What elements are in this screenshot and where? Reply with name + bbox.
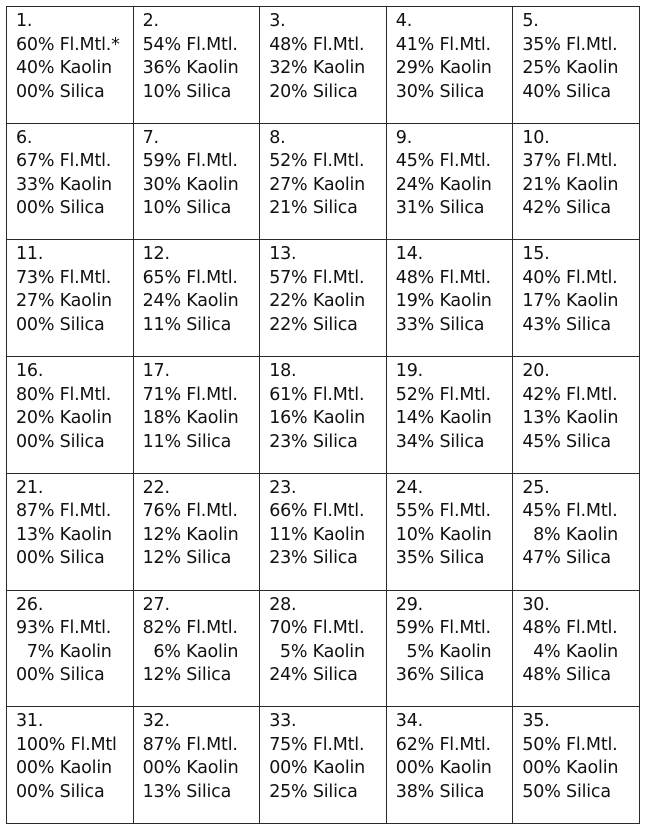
kaolin-percent: 40% Kaolin xyxy=(16,58,112,78)
flux-material-percent: 48% Fl.Mtl. xyxy=(269,34,365,55)
cell-number: 35. xyxy=(522,711,550,732)
blend-cell xyxy=(513,473,640,590)
grid-row xyxy=(7,590,640,707)
kaolin-percent: 20% Kaolin xyxy=(16,408,112,429)
blend-cell xyxy=(513,707,640,824)
silica-percent: 00% Silica xyxy=(16,431,105,452)
silica-percent: 11% Silica xyxy=(142,431,232,452)
kaolin-percent: 24% Kaolin xyxy=(395,174,492,195)
silica-percent: 47% Silica xyxy=(522,548,611,569)
kaolin-percent: 10% Kaolin xyxy=(395,524,492,545)
blend-cell xyxy=(133,707,260,824)
blend-cell xyxy=(7,473,134,590)
kaolin-percent: 13% Kaolin xyxy=(16,524,112,545)
cell-number: 4. xyxy=(395,11,413,31)
flux-material-percent: 76% Fl.Mtl. xyxy=(142,501,238,522)
silica-percent: 50% Silica xyxy=(522,781,611,802)
cell-number: 1. xyxy=(16,11,33,31)
cell-number: 17. xyxy=(142,361,170,382)
cell-number: 3. xyxy=(269,11,286,31)
grid-row xyxy=(7,707,640,824)
flux-material-percent: 59% Fl.Mtl. xyxy=(395,618,491,639)
kaolin-percent: 19% Kaolin xyxy=(395,291,492,312)
blend-cell xyxy=(7,357,134,474)
blend-cell xyxy=(386,707,513,824)
silica-percent: 00% Silica xyxy=(16,81,105,102)
kaolin-percent: 17% Kaolin xyxy=(522,291,619,312)
silica-percent: 30% Silica xyxy=(395,81,485,102)
blend-cell xyxy=(133,123,260,240)
blend-cell xyxy=(386,123,513,240)
flux-material-percent: 70% Fl.Mtl. xyxy=(269,618,365,639)
blend-cell xyxy=(7,123,134,240)
silica-percent: 25% Silica xyxy=(269,781,358,802)
cell-number: 13. xyxy=(269,244,297,265)
silica-percent: 35% Silica xyxy=(395,548,485,569)
kaolin-percent: 00% Kaolin xyxy=(269,758,366,779)
flux-material-percent: 75% Fl.Mtl. xyxy=(269,734,365,755)
flux-material-percent: 100% Fl.Mtl xyxy=(16,734,117,755)
flux-material-percent: 61% Fl.Mtl. xyxy=(269,384,365,405)
cell-number: 27. xyxy=(142,594,170,615)
flux-material-percent: 52% Fl.Mtl. xyxy=(395,384,491,405)
blend-cell xyxy=(133,7,260,124)
cell-number: 32. xyxy=(142,711,170,732)
silica-percent: 23% Silica xyxy=(269,431,358,452)
silica-percent: 33% Silica xyxy=(395,314,485,335)
silica-percent: 36% Silica xyxy=(395,665,485,686)
flux-material-percent: 35% Fl.Mtl. xyxy=(522,34,618,55)
silica-percent: 24% Silica xyxy=(269,665,358,686)
silica-percent: 48% Silica xyxy=(522,665,611,686)
silica-percent: 12% Silica xyxy=(142,665,232,686)
blend-cell xyxy=(260,590,387,707)
flux-material-percent: 80% Fl.Mtl. xyxy=(16,384,112,405)
silica-percent: 45% Silica xyxy=(522,431,611,452)
kaolin-percent: 24% Kaolin xyxy=(142,291,239,312)
kaolin-percent: 29% Kaolin xyxy=(395,58,492,78)
flux-material-percent: 65% Fl.Mtl. xyxy=(142,267,238,288)
grid-body xyxy=(7,7,640,824)
flux-material-percent: 66% Fl.Mtl. xyxy=(269,501,365,522)
cell-number: 8. xyxy=(269,127,286,148)
blend-cell xyxy=(260,473,387,590)
silica-percent: 00% Silica xyxy=(16,781,105,802)
flux-material-percent: 41% Fl.Mtl. xyxy=(395,34,491,55)
flux-material-percent: 82% Fl.Mtl. xyxy=(142,618,238,639)
kaolin-percent: 18% Kaolin xyxy=(142,408,239,429)
silica-percent: 10% Silica xyxy=(142,198,232,219)
kaolin-percent: 14% Kaolin xyxy=(395,408,492,429)
kaolin-percent: 25% Kaolin xyxy=(522,58,619,78)
silica-percent: 00% Silica xyxy=(16,198,105,219)
blend-cell xyxy=(513,240,640,357)
cell-number: 18. xyxy=(269,361,297,382)
cell-number: 28. xyxy=(269,594,297,615)
kaolin-percent: 22% Kaolin xyxy=(269,291,366,312)
silica-percent: 31% Silica xyxy=(395,198,485,219)
kaolin-percent: 27% Kaolin xyxy=(16,291,112,312)
cell-number: 14. xyxy=(395,244,424,265)
silica-percent: 42% Silica xyxy=(522,198,611,219)
grid-row xyxy=(7,357,640,474)
glaze-blend-grid xyxy=(6,6,640,824)
silica-percent: 11% Silica xyxy=(142,314,232,335)
cell-number: 26. xyxy=(16,594,44,615)
grid-row xyxy=(7,240,640,357)
kaolin-percent: 00% Kaolin xyxy=(16,758,112,779)
silica-percent: 20% Silica xyxy=(269,81,358,102)
silica-percent: 22% Silica xyxy=(269,314,358,335)
cell-number: 20. xyxy=(522,361,550,382)
kaolin-percent: 4% Kaolin xyxy=(522,641,619,662)
kaolin-percent: 5% Kaolin xyxy=(269,641,365,662)
blend-cell xyxy=(7,590,134,707)
cell-number: 19. xyxy=(395,361,424,382)
kaolin-percent: 6% Kaolin xyxy=(142,641,239,662)
cell-number: 30. xyxy=(522,594,550,615)
flux-material-percent: 54% Fl.Mtl. xyxy=(142,34,238,55)
cell-number: 31. xyxy=(16,711,44,732)
flux-material-percent: 50% Fl.Mtl. xyxy=(522,734,618,755)
blend-cell xyxy=(513,357,640,474)
kaolin-percent: 5% Kaolin xyxy=(395,641,492,662)
blend-cell xyxy=(513,123,640,240)
blend-cell xyxy=(260,240,387,357)
blend-cell xyxy=(7,7,134,124)
blend-cell xyxy=(260,123,387,240)
flux-material-percent: 45% Fl.Mtl. xyxy=(522,501,618,522)
cell-number: 23. xyxy=(269,477,297,498)
flux-material-percent: 71% Fl.Mtl. xyxy=(142,384,238,405)
blend-cell xyxy=(260,707,387,824)
flux-material-percent: 37% Fl.Mtl. xyxy=(522,151,618,172)
cell-number: 34. xyxy=(395,711,424,732)
blend-cell xyxy=(386,473,513,590)
cell-number: 22. xyxy=(142,477,170,498)
grid-row xyxy=(7,7,640,124)
kaolin-percent: 32% Kaolin xyxy=(269,58,366,78)
kaolin-percent: 16% Kaolin xyxy=(269,408,366,429)
flux-material-percent: 57% Fl.Mtl. xyxy=(269,267,365,288)
silica-percent: 21% Silica xyxy=(269,198,358,219)
cell-number: 24. xyxy=(395,477,424,498)
blend-cell xyxy=(7,707,134,824)
cell-number: 33. xyxy=(269,711,297,732)
flux-material-percent: 60% Fl.Mtl.* xyxy=(16,34,120,55)
silica-percent: 13% Silica xyxy=(142,781,232,802)
cell-number: 25. xyxy=(522,477,550,498)
blend-cell xyxy=(386,7,513,124)
flux-material-percent: 59% Fl.Mtl. xyxy=(142,151,238,172)
blend-cell xyxy=(133,357,260,474)
cell-number: 2. xyxy=(142,11,159,31)
cell-number: 10. xyxy=(522,127,550,148)
flux-material-percent: 87% Fl.Mtl. xyxy=(142,734,238,755)
kaolin-percent: 11% Kaolin xyxy=(269,524,366,545)
silica-percent: 00% Silica xyxy=(16,665,105,686)
silica-percent: 00% Silica xyxy=(16,548,105,569)
cell-number: 9. xyxy=(395,127,413,148)
flux-material-percent: 48% Fl.Mtl. xyxy=(395,267,491,288)
blend-cell xyxy=(513,590,640,707)
kaolin-percent: 36% Kaolin xyxy=(142,58,239,78)
cell-number: 7. xyxy=(142,127,159,148)
kaolin-percent: 30% Kaolin xyxy=(142,174,239,195)
flux-material-percent: 48% Fl.Mtl. xyxy=(522,618,618,639)
cell-number: 16. xyxy=(16,361,44,382)
blend-cell xyxy=(7,240,134,357)
kaolin-percent: 33% Kaolin xyxy=(16,174,112,195)
flux-material-percent: 45% Fl.Mtl. xyxy=(395,151,491,172)
grid-row xyxy=(7,473,640,590)
silica-percent: 43% Silica xyxy=(522,314,611,335)
kaolin-percent: 13% Kaolin xyxy=(522,408,619,429)
kaolin-percent: 00% Kaolin xyxy=(395,758,492,779)
flux-material-percent: 40% Fl.Mtl. xyxy=(522,267,618,288)
flux-material-percent: 42% Fl.Mtl. xyxy=(522,384,618,405)
silica-percent: 38% Silica xyxy=(395,781,485,802)
cell-number: 11. xyxy=(16,244,44,265)
silica-percent: 12% Silica xyxy=(142,548,232,569)
kaolin-percent: 27% Kaolin xyxy=(269,174,366,195)
silica-percent: 10% Silica xyxy=(142,81,232,102)
cell-number: 29. xyxy=(395,594,424,615)
kaolin-percent: 8% Kaolin xyxy=(522,524,619,545)
blend-cell xyxy=(260,7,387,124)
flux-material-percent: 52% Fl.Mtl. xyxy=(269,151,365,172)
cell-number: 5. xyxy=(522,11,539,31)
cell-number: 21. xyxy=(16,477,44,498)
blend-cell xyxy=(386,357,513,474)
blend-cell xyxy=(133,240,260,357)
blend-cell xyxy=(133,590,260,707)
kaolin-percent: 7% Kaolin xyxy=(16,641,112,662)
silica-percent: 23% Silica xyxy=(269,548,358,569)
blend-cell xyxy=(260,357,387,474)
flux-material-percent: 93% Fl.Mtl. xyxy=(16,618,112,639)
blend-cell xyxy=(386,240,513,357)
kaolin-percent: 00% Kaolin xyxy=(522,758,619,779)
blend-cell xyxy=(513,7,640,124)
flux-material-percent: 67% Fl.Mtl. xyxy=(16,151,112,172)
flux-material-percent: 62% Fl.Mtl. xyxy=(395,734,491,755)
silica-percent: 40% Silica xyxy=(522,81,611,102)
blend-cell xyxy=(386,590,513,707)
kaolin-percent: 21% Kaolin xyxy=(522,174,619,195)
cell-number: 12. xyxy=(142,244,170,265)
kaolin-percent: 00% Kaolin xyxy=(142,758,239,779)
kaolin-percent: 12% Kaolin xyxy=(142,524,239,545)
silica-percent: 34% Silica xyxy=(395,431,485,452)
grid-row xyxy=(7,123,640,240)
silica-percent: 00% Silica xyxy=(16,314,105,335)
cell-number: 15. xyxy=(522,244,550,265)
flux-material-percent: 87% Fl.Mtl. xyxy=(16,501,112,522)
flux-material-percent: 73% Fl.Mtl. xyxy=(16,267,112,288)
cell-number: 6. xyxy=(16,127,33,148)
flux-material-percent: 55% Fl.Mtl. xyxy=(395,501,491,522)
blend-cell xyxy=(133,473,260,590)
